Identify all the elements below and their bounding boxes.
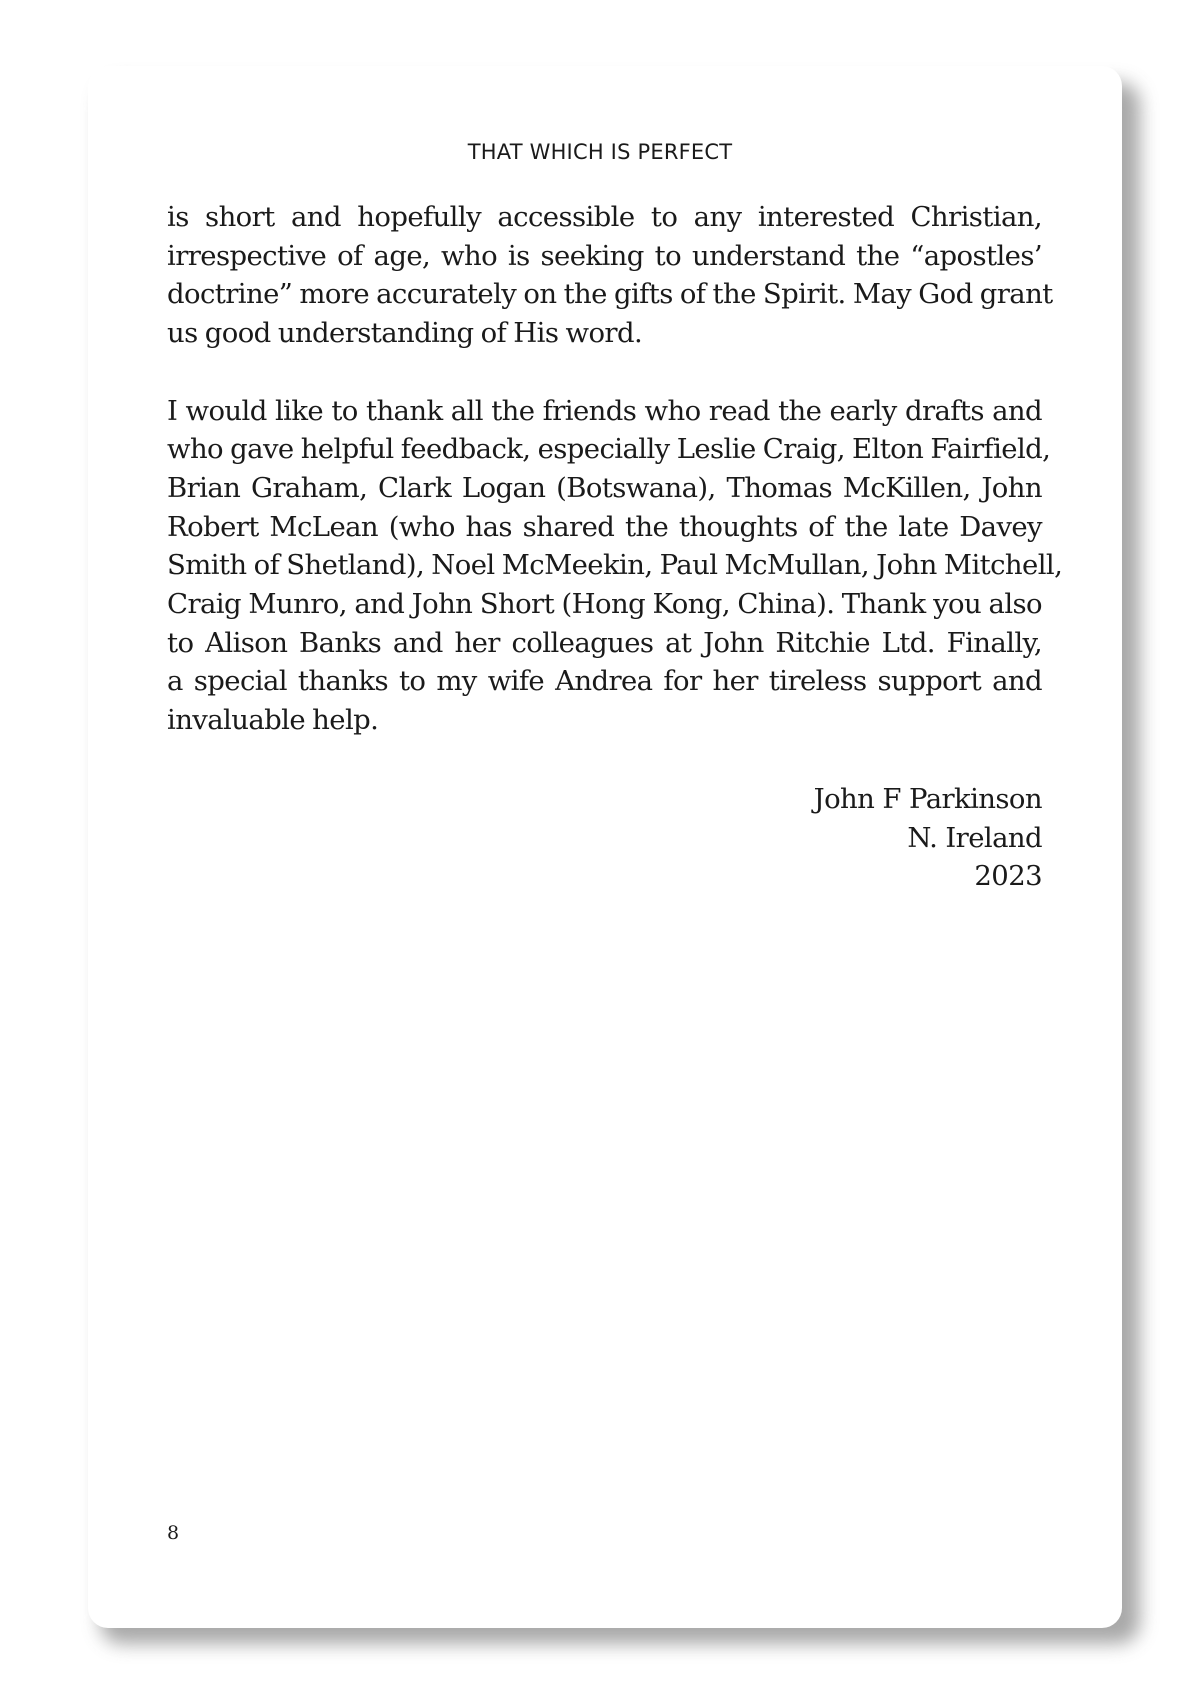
author-name: John F Parkinson: [813, 783, 1042, 815]
text-line: Craig Munro, and John Short (Hong Kong, China). Thank you also: [167, 588, 1042, 621]
paragraph-2: [167, 392, 1063, 740]
text-line: Robert McLean (who has shared the thoughts of the late Davey: [167, 510, 1042, 543]
text-line: a special thanks to my wife Andrea for her tireless support and: [167, 665, 1042, 698]
signature-year: 2023: [974, 860, 1042, 893]
text-line: is short and hopefully accessible to any interested Christian,: [167, 201, 1042, 233]
text-line: Brian Graham, Clark Logan (Botswana), Thomas McKillen, John: [167, 471, 1042, 504]
text-line: doctrine” more accurately on the gifts of the Spirit. May God grant: [167, 278, 1053, 311]
text-line: to Alison Banks and her colleagues at John Ritchie Ltd. Finally,: [167, 626, 1042, 659]
text-line: invaluable help.: [167, 704, 379, 737]
text-line: who gave helpful feedback, especially Leslie Craig, Elton Fairfield,: [167, 433, 1051, 466]
page-number: 8: [167, 1522, 180, 1544]
running-head-title: THAT WHICH IS PERFECT: [467, 140, 733, 164]
text-line: I would like to thank all the friends who read the early drafts and: [167, 394, 1042, 427]
signature-block: [660, 780, 1042, 896]
author-location: N. Ireland: [907, 821, 1042, 854]
text-line: us good understanding of His word.: [167, 317, 643, 350]
body-text: [167, 198, 1063, 740]
text-line: irrespective of age, who is seeking to understand the “apostles’: [167, 239, 1042, 272]
text-line: Smith of Shetland), Noel McMeekin, Paul McMullan, John Mitchell,: [167, 549, 1063, 582]
paragraph-1: [167, 198, 1053, 353]
